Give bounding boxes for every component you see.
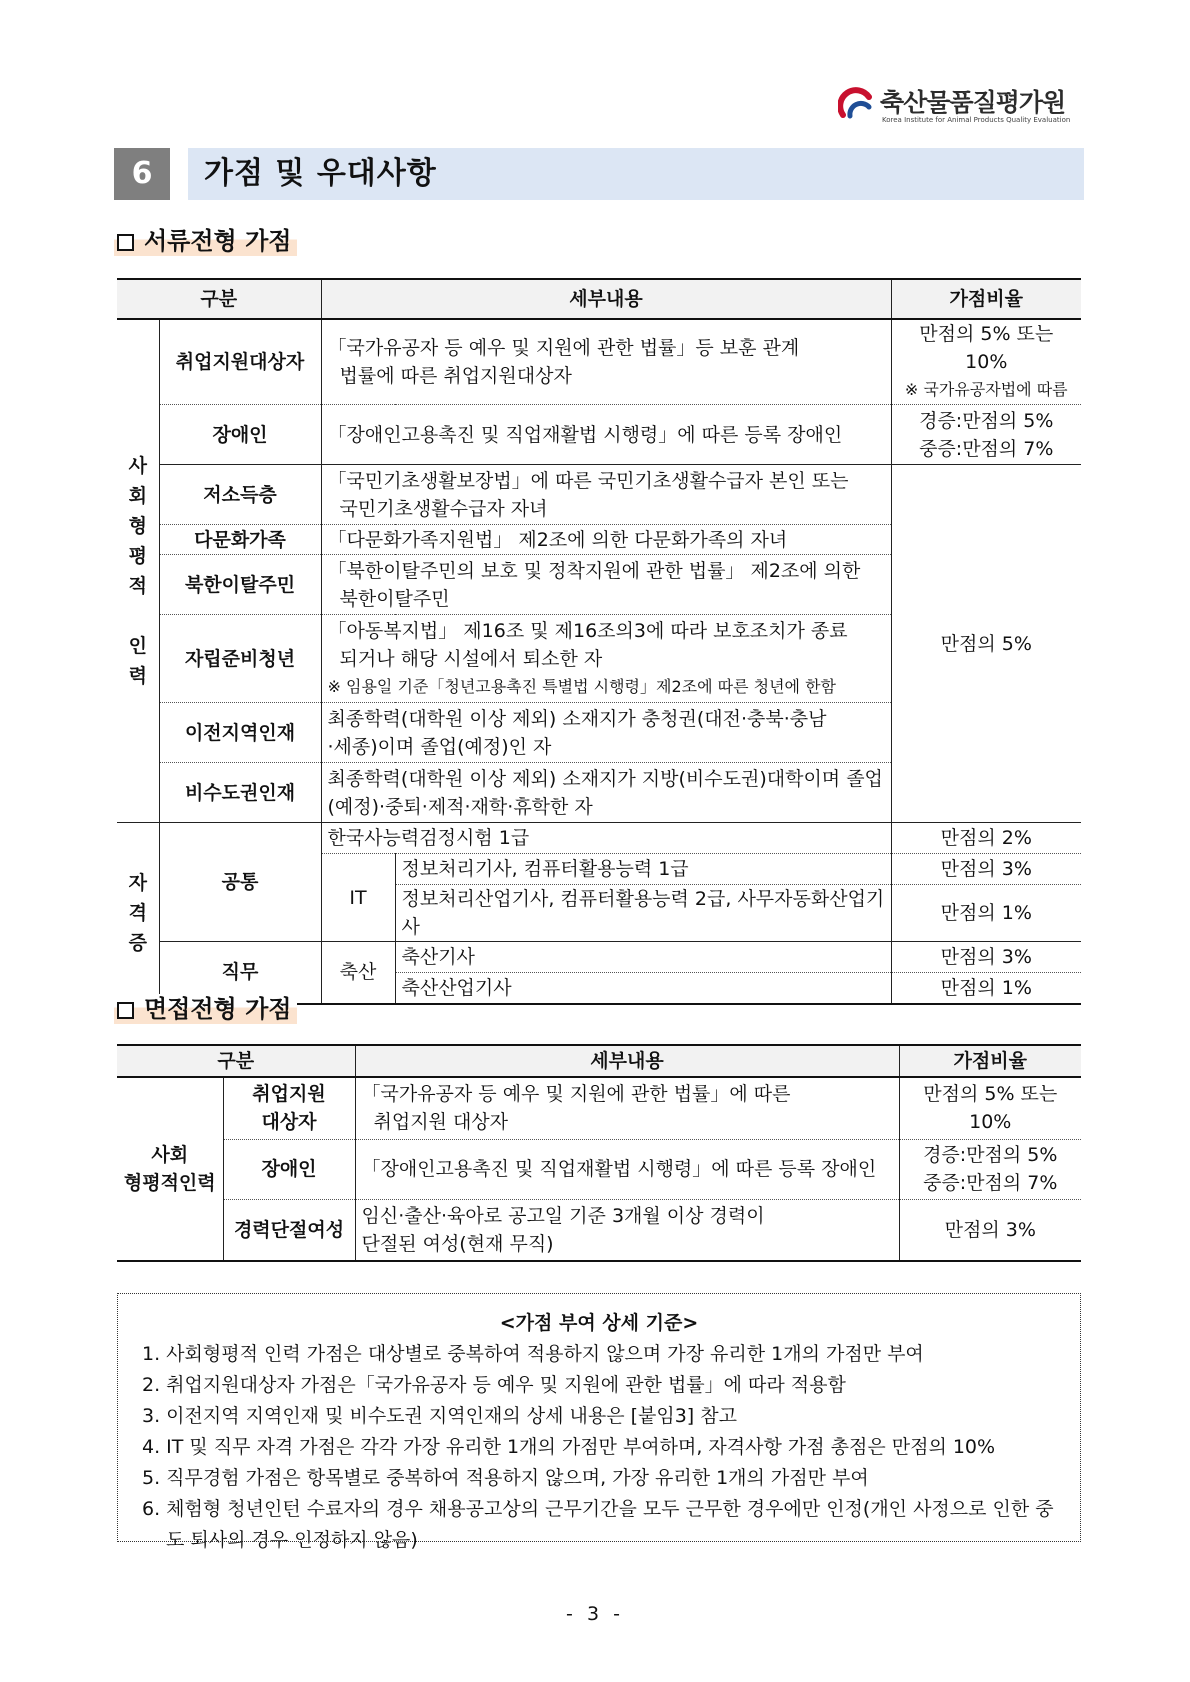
page-number: - 3 -: [566, 1603, 624, 1625]
table-row: [117, 1199, 1081, 1261]
cert-livestock-label: 축산: [321, 942, 395, 1004]
interview-screening-table: [117, 1044, 1081, 1262]
cert-rate: 만점의 2%: [891, 823, 1081, 854]
header-detail: 세부내용: [321, 279, 891, 319]
interview-screening-title-text: 면접전형 가점: [144, 995, 292, 1023]
table-row: [117, 319, 1081, 405]
detail-cell: 「국가유공자 등 예우 및 지원에 관한 법률」에 따른 취업지원 대상자: [355, 1077, 899, 1139]
org-name-english: Korea Institute for Animal Products Quality Evaluation: [882, 116, 1071, 124]
detail-cell: 「다문화가족지원법」 제2조에 의한 다문화가족의 자녀: [321, 525, 891, 555]
detail-cell: 임신·출산·육아로 공고일 기준 3개월 이상 경력이 단절된 여성(현재 무직): [355, 1199, 899, 1261]
detail-cell: 「국가유공자 등 예우 및 지원에 관한 법률」등 보훈 관계 법률에 따른 취업지원대상자: [321, 319, 891, 405]
cert-rate: 만점의 1%: [891, 885, 1081, 942]
header-rate: 가점비율: [899, 1045, 1081, 1077]
group-social: 사회 형평적인력: [117, 1077, 223, 1261]
document-screening-table: [117, 278, 1081, 1005]
cert-rate: 만점의 3%: [891, 942, 1081, 973]
org-emblem-icon: [838, 85, 874, 121]
table-row: [117, 942, 1081, 973]
header-rate: 가점비율: [891, 279, 1081, 319]
category-label: 다문화가족: [159, 525, 321, 555]
criteria-title: <가점 부여 상세 기준>: [499, 1312, 699, 1334]
detail-cell: 「장애인고용촉진 및 직업재활법 시행령」에 따른 등록 장애인: [355, 1139, 899, 1199]
table-row: [117, 1139, 1081, 1199]
criteria-item: 2. 취업지원대상자 가점은「국가유공자 등 예우 및 지원에 관한 법률」에 따라 적용함: [142, 1374, 846, 1396]
cert-common-label: 공통: [159, 823, 321, 942]
category-label: 경력단절여성: [223, 1199, 355, 1261]
table-row: [117, 465, 1081, 525]
checkbox-square-icon: [117, 234, 134, 251]
cert-text: 한국사능력검정시험 1급: [321, 823, 891, 854]
table-row: [117, 405, 1081, 465]
criteria-item: 5. 직무경험 가점은 항목별로 중복하여 적용하지 않으며, 가장 유리한 1개의 가점만 부여: [142, 1467, 869, 1489]
category-label: 장애인: [159, 405, 321, 465]
checkbox-square-icon: [117, 1002, 134, 1019]
category-label: 이전지역인재: [159, 703, 321, 763]
category-label: 취업지원대상자: [159, 319, 321, 405]
criteria-item: 4. IT 및 직무 자격 가점은 각각 가장 유리한 1개의 가점만 부여하며, 자격사항 가점 총점은 만점의 10%: [142, 1436, 996, 1458]
criteria-item: 1. 사회형평적 인력 가점은 대상별로 중복하여 적용하지 않으며 가장 유리한 1개의 가점만 부여: [142, 1343, 924, 1365]
detail-cell: 최종학력(대학원 이상 제외) 소재지가 충청권(대전·충북·충남 ·세종)이며 졸업(예정)인 자: [321, 703, 891, 763]
cert-it-label: IT: [321, 854, 395, 942]
interview-screening-title: [114, 994, 297, 1024]
header-category: 구분: [117, 1045, 355, 1077]
category-label: 비수도권인재: [159, 763, 321, 823]
rate-cell: 경증:만점의 5% 중증:만점의 7%: [899, 1139, 1081, 1199]
criteria-item: 3. 이전지역 지역인재 및 비수도권 지역인재의 상세 내용은 [붙임3] 참고: [142, 1405, 737, 1427]
section-title: 가점 및 우대사항: [188, 148, 1084, 200]
criteria-box: [117, 1293, 1081, 1551]
cert-job-label: 직무: [159, 942, 321, 1004]
document-screening-title-text: 서류전형 가점: [144, 227, 292, 255]
rate-cell: 경증:만점의 5% 중증:만점의 7%: [891, 405, 1081, 465]
table-row: [117, 823, 1081, 854]
detail-cell: 최종학력(대학원 이상 제외) 소재지가 지방(비수도권)대학이며 졸업 (예정)·중퇴·제적·재학·휴학한 자: [321, 763, 891, 823]
cert-text: 정보처리기사, 컴퓨터활용능력 1급: [395, 854, 891, 885]
org-logo: [838, 82, 1086, 128]
category-label: 자립준비청년: [159, 615, 321, 703]
detail-cell: 「국민기초생활보장법」에 따른 국민기초생활수급자 본인 또는 국민기초생활수급자 자녀: [321, 465, 891, 525]
rate-cell: 만점의 5% 또는 10%: [899, 1077, 1081, 1139]
cert-text: 정보처리산업기사, 컴퓨터활용능력 2급, 사무자동화산업기사: [395, 885, 891, 942]
cert-text: 축산기사: [395, 942, 891, 973]
header-detail: 세부내용: [355, 1045, 899, 1077]
section-number: 6: [114, 148, 170, 200]
rate-cell: 만점의 5% 또는 10% ※ 국가유공자법에 따름: [891, 319, 1081, 405]
document-screening-title: [114, 226, 297, 256]
rate-cell: 만점의 3%: [899, 1199, 1081, 1261]
org-name: 축산물품질평가원: [880, 88, 1066, 117]
category-label: 저소득층: [159, 465, 321, 525]
table-row: [117, 1077, 1081, 1139]
group-social: 사 회 형 평 적 인 력: [117, 319, 159, 823]
group-cert: 자 격 증: [117, 823, 159, 1004]
criteria-item: 6. 체험형 청년인턴 수료자의 경우 채용공고상의 근무기간을 모두 근무한 경우에만 인정(개인 사정으로 인한 중도 퇴사의 경우 인정하지 않음): [142, 1498, 1054, 1551]
detail-cell: 「장애인고용촉진 및 직업재활법 시행령」에 따른 등록 장애인: [321, 405, 891, 465]
cert-rate: 만점의 3%: [891, 854, 1081, 885]
cert-rate: 만점의 1%: [891, 973, 1081, 1004]
category-label: 취업지원 대상자: [223, 1077, 355, 1139]
detail-cell: 「아동복지법」 제16조 및 제16조의3에 따라 보호조치가 종료 되거나 해당 시설에서 퇴소한 자 ※ 임용일 기준「청년고용촉진 특별법 시행령」제2조에 따른 청년에 한함: [321, 615, 891, 703]
category-label: 장애인: [223, 1139, 355, 1199]
header-category: 구분: [117, 279, 321, 319]
cert-text: 축산산업기사: [395, 973, 891, 1004]
detail-cell: 「북한이탈주민의 보호 및 정착지원에 관한 법률」 제2조에 의한 북한이탈주민: [321, 555, 891, 615]
category-label: 북한이탈주민: [159, 555, 321, 615]
shared-rate-cell: 만점의 5%: [891, 465, 1081, 823]
